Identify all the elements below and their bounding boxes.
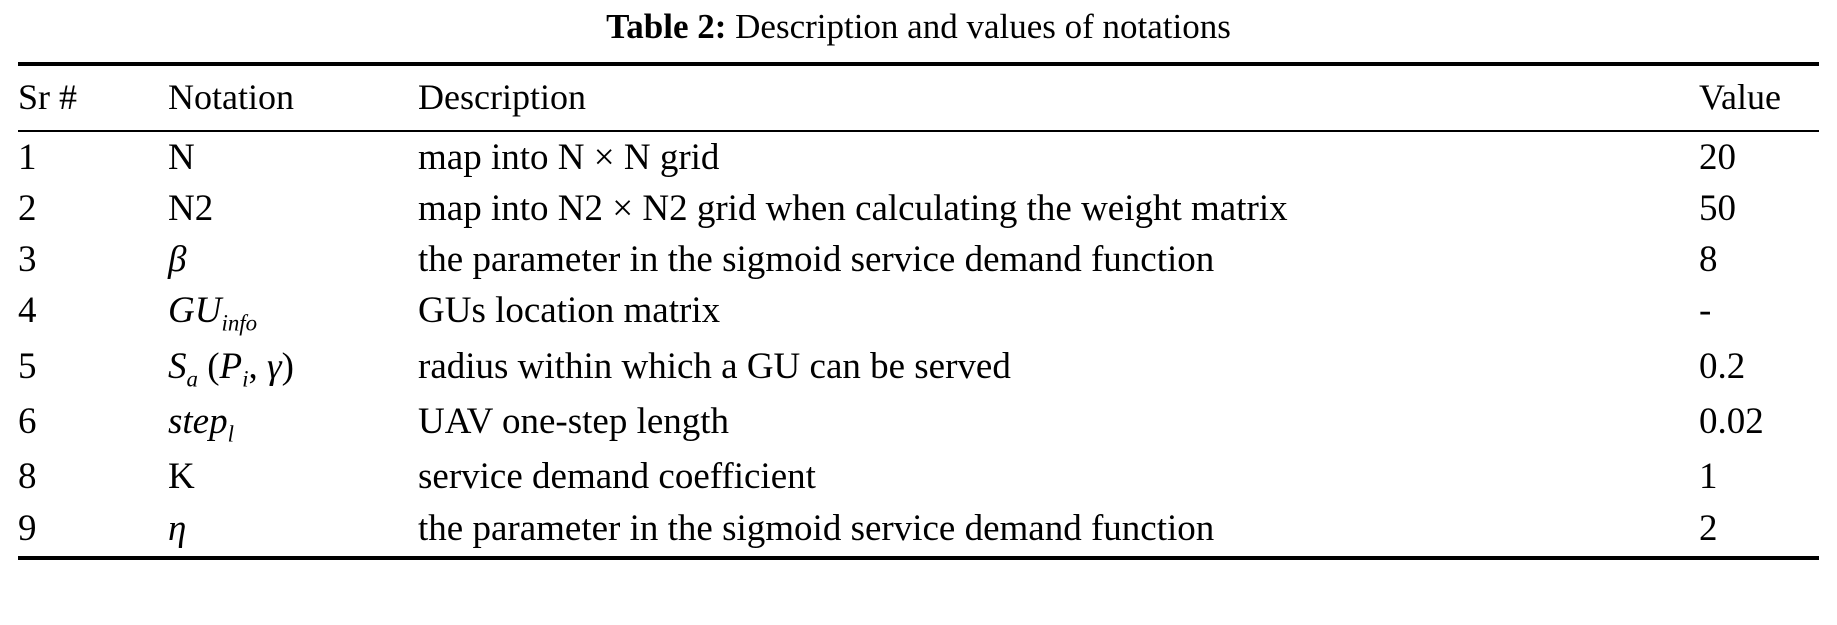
cell-sr: 2 [18, 188, 37, 230]
cell-description: radius within which a GU can be served [418, 345, 1011, 387]
cell-description: service demand coefficient [418, 456, 816, 498]
table-row [18, 234, 1819, 285]
cell-description: GUs location matrix [418, 290, 721, 332]
table-header [18, 64, 1819, 131]
cell-value: 2 [1699, 507, 1718, 549]
table-row [18, 285, 1819, 340]
cell-notation: N [168, 137, 195, 178]
cell-notation: $GU_{info}$ [168, 290, 258, 336]
cell-value: 0.2 [1699, 345, 1746, 387]
cell-value: - [1699, 290, 1712, 332]
notations-table [18, 62, 1819, 554]
cell-sr: 4 [18, 290, 37, 332]
cell-value: 20 [1699, 137, 1736, 178]
cell-notation: step$_l$ [168, 401, 234, 447]
cell-description: the parameter in the sigmoid service demand function [418, 507, 1215, 549]
table-row [18, 503, 1819, 554]
table-bottom-rule [18, 556, 1819, 560]
cell-description: map into N × N grid [418, 137, 720, 178]
cell-notation: η [168, 507, 187, 549]
column-header-value: Value [1699, 77, 1781, 117]
cell-sr: 3 [18, 239, 37, 281]
cell-sr: 6 [18, 401, 37, 443]
cell-description: map into N2 × N2 grid when calculating the weight matrix [418, 188, 1288, 230]
table-body [18, 131, 1819, 554]
table-row [18, 396, 1819, 451]
column-header-notation: Notation [168, 77, 294, 117]
table-row [18, 183, 1819, 234]
table-row [18, 131, 1819, 183]
table-header-row [18, 66, 1819, 131]
cell-sr: 5 [18, 345, 37, 387]
cell-sr: 8 [18, 456, 37, 498]
column-header-sr: Sr # [18, 77, 78, 117]
cell-value: 50 [1699, 188, 1736, 230]
cell-sr: 1 [18, 137, 37, 178]
cell-notation: K [168, 456, 195, 498]
table-row [18, 341, 1819, 396]
cell-value: 1 [1699, 456, 1718, 498]
cell-sr: 9 [18, 507, 37, 549]
table-caption [18, 0, 1819, 62]
cell-description: the parameter in the sigmoid service demand function [418, 239, 1215, 281]
table-caption-label: Table 2: [606, 7, 727, 46]
cell-notation: β [168, 239, 187, 281]
table-row [18, 451, 1819, 502]
cell-notation: $S_a$ ($P_i$, γ) [168, 345, 294, 392]
cell-value: 8 [1699, 239, 1718, 281]
table-caption-text: Description and values of notations [735, 7, 1231, 46]
column-header-description: Description [418, 77, 586, 117]
cell-value: 0.02 [1699, 401, 1764, 443]
cell-notation: N2 [168, 188, 214, 230]
cell-description: UAV one-step length [418, 401, 730, 443]
